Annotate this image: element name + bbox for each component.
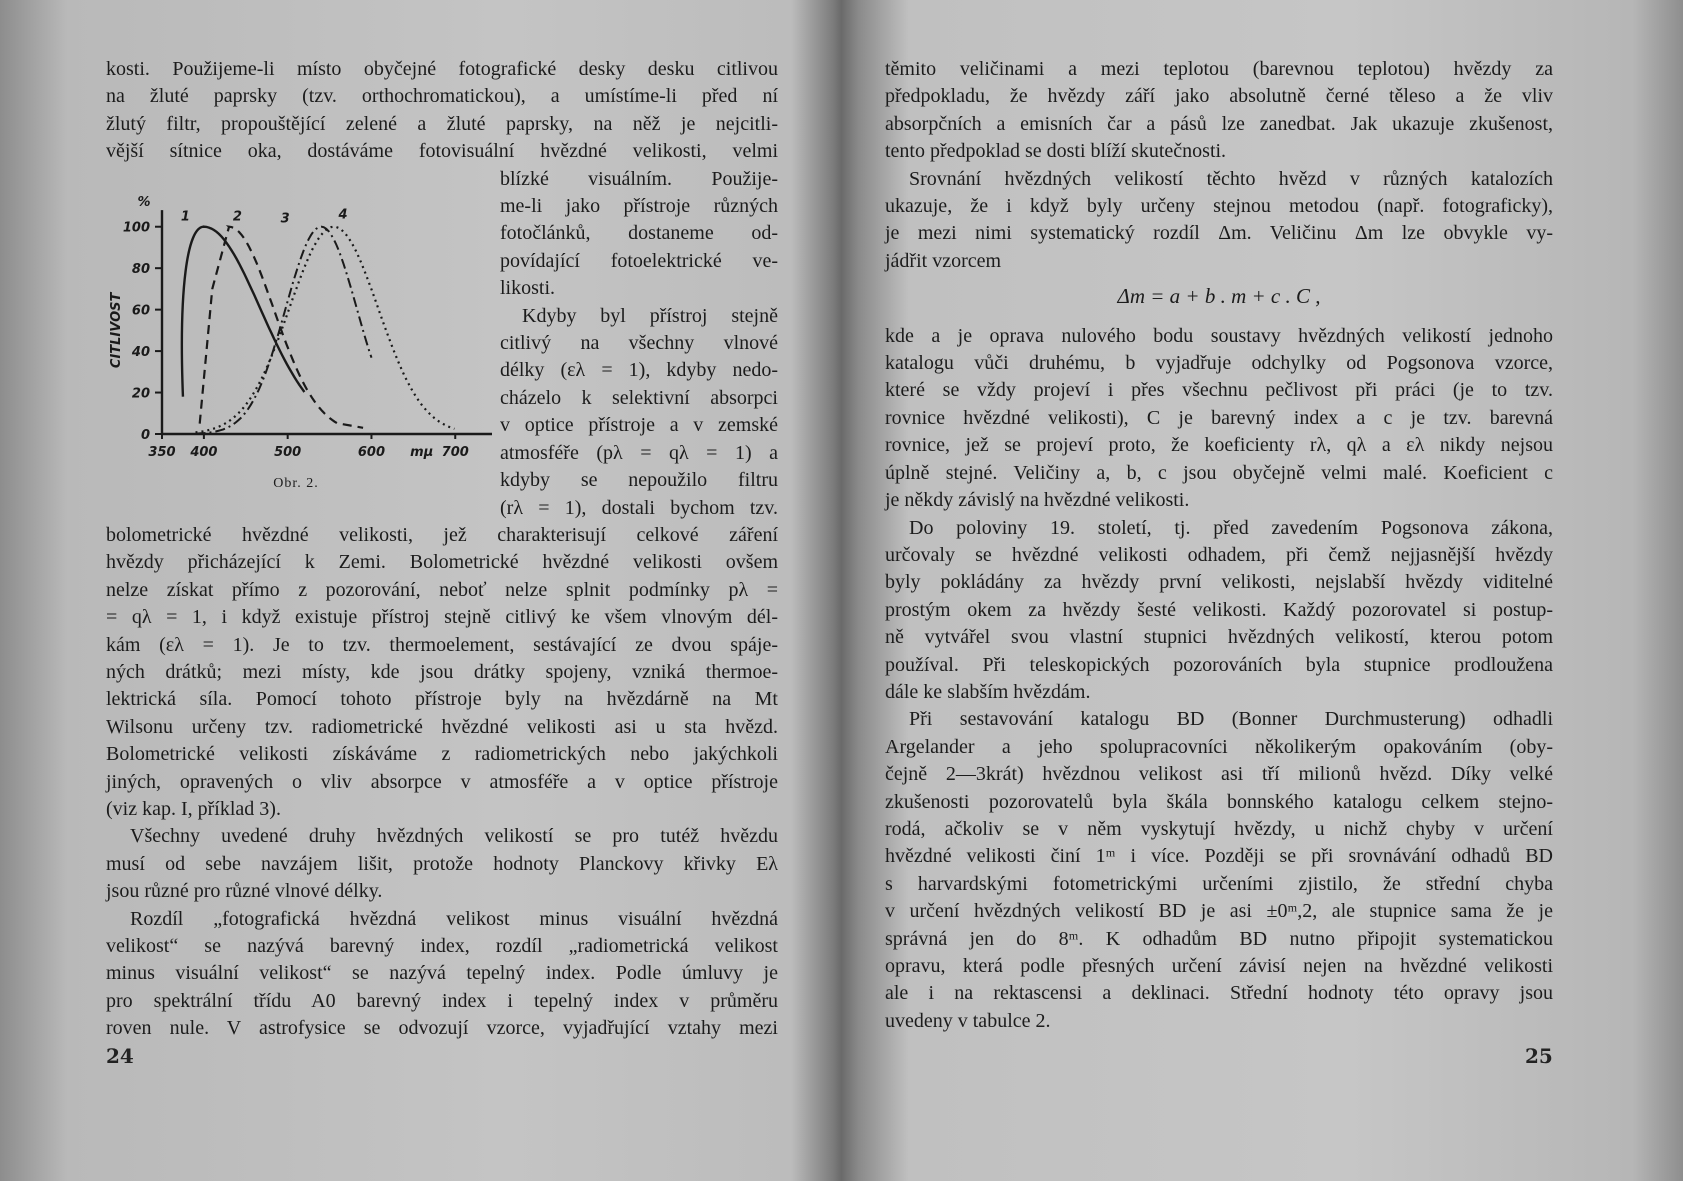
sensitivity-chart (100, 166, 492, 466)
left-top-text (106, 56, 778, 166)
chart-curves (182, 226, 455, 433)
text-line: velikost“ se nazývá barevný index, rozdíl „radiometrická velikost (106, 935, 778, 957)
text-line: žlutý filtr, propouštějící zelené a žluté paprsky, na něž je nejcitli- (106, 112, 778, 135)
y-unit-label: % (137, 194, 151, 210)
text-line: s harvardskými fotometrickými určeními zjistilo, že střední chyba (885, 872, 1553, 895)
text-line: musí od sebe navzájem lišit, protože hodnoty Planckovy křivky Eλ (106, 852, 778, 875)
text-line: tento předpoklad se dosti blíží skutečnosti. (885, 140, 1227, 163)
y-tick-label: 80 (131, 261, 150, 277)
text-line: hvězdné velikosti činí 1ᵐ i více. Později se při srovnávání odhadů BD (885, 845, 1553, 868)
page-number-left: 24 (106, 1044, 134, 1068)
text-line: pro spektrální třídu A0 barevný index i tepelný index v průměru (106, 989, 778, 1012)
curve-1-solid (182, 226, 305, 396)
curve-2-dashed (200, 226, 363, 427)
y-tick-label: 100 (122, 220, 150, 236)
curve-label: 3 (280, 211, 290, 227)
text-line: lektrická síla. Pomocí tohoto přístroje byly na hvězdárně na Mt (106, 688, 778, 711)
left-page (106, 56, 778, 1043)
text-line: Wilsonu určeny tzv. radiometrické hvězdné velikosti asi u sta hvězd. (106, 715, 778, 738)
text-line: správná jen do 8ᵐ. K odhadům BD nutno připojit systematickou (885, 927, 1553, 950)
text-line: určovaly se hvězdné velikosti odhadem, při čemž nejjasnější hvězdy (885, 543, 1553, 566)
text-line: Bolometrické velikosti získáváme z radiometrických nebo jakýchkoli (106, 743, 778, 766)
text-line: kám (ελ = 1). Je to tzv. thermoelement, sestávající ze dvou spáje- (106, 633, 778, 656)
right-paragraph-5 (885, 706, 1553, 1035)
y-axis-label: CITLIVOST (109, 292, 124, 368)
curve-label: 2 (232, 209, 242, 225)
text-line: cházelo k selektivní absorpci (500, 386, 778, 409)
text-line: jiných, opravených o vliv absorpce v atmosféře a v optice přístroje (106, 770, 778, 793)
text-line: ale i na rektascensi a deklinaci. Střední hodnoty této opravy jsou (885, 982, 1553, 1005)
text-line: katalogu vůči druhému, b vyjadřuje odchylky od Pogsonova vzorce, (885, 352, 1553, 375)
left-bottom-paragraph-2 (106, 823, 778, 905)
formula: Δm = a + b . m + c . C , (1117, 284, 1321, 309)
text-line: citlivý na všechny vlnové (500, 332, 778, 355)
text-line: = qλ = 1, i když existuje přístroj stejně citlivý ke všem vlnovým dél- (106, 606, 778, 629)
text-line: je mezi nimi systematický rozdíl Δm. Veličinu Δm lze obvykle vy- (885, 222, 1553, 245)
text-line: v určení hvězdných velikostí BD je asi ±0ᵐ,2, ale stupnice sama že je (885, 900, 1553, 923)
text-line: předpokladu, že hvězdy září jako absolutně černé těleso a že vliv (885, 85, 1553, 108)
text-line: zkušenosti pozorovatelů byla škála bonnského katalogu celkem stejno- (885, 790, 1553, 813)
text-line: (viz kap. I, příklad 3). (106, 797, 281, 820)
text-line: byly pokládány za hvězdy první velikosti, nejslabší hvězdy viditelné (885, 571, 1553, 594)
x-tick-label: 400 (190, 444, 218, 460)
text-line: kde a je oprava nulového bodu soustavy hvězdných velikostí jednoho (885, 324, 1553, 347)
right-paragraph-1 (885, 56, 1553, 166)
right-page (885, 56, 1553, 1035)
text-line: Srovnání hvězdných velikostí těchto hvězd v různých katalozích (909, 167, 1553, 190)
curve-label: 1 (180, 209, 190, 225)
text-line: ukazuje, že i když byly určeny stejnou metodou (např. fotograficky), (885, 195, 1553, 218)
text-line: nelze získat přímo z pozorování, neboť nelze splnit podmínky pλ = (106, 578, 778, 601)
text-line: dále ke slabším hvězdám. (885, 680, 1091, 703)
text-line: je někdy závislý na hvězdné velikosti. (885, 489, 1190, 512)
curve-3-dashdot (196, 226, 372, 433)
page-number-right: 25 (1525, 1044, 1553, 1068)
text-line: kosti. Použijeme-li místo obyčejné fotografické desky desku citlivou (106, 58, 778, 80)
y-tick-label: 0 (140, 427, 150, 443)
text-line: vější sítnice oka, dostáváme fotovisuální hvězdné velikosti, velmi (106, 140, 778, 163)
text-line: jádřit vzorcem (885, 249, 1002, 272)
text-line: čejně 2—3krát) hvězdnou velikost asi tří milionů hvězd. Díky velké (885, 763, 1553, 786)
x-tick-label: 600 (357, 444, 386, 460)
text-line: těmito veličinami a mezi teplotou (barevnou teplotou) hvězdy za (885, 58, 1553, 80)
text-line: Kdyby byl přístroj stejně (522, 304, 778, 327)
text-line: atmosféře (pλ = qλ = 1) a (500, 441, 778, 464)
text-line: kdyby se nepoužilo filtru (500, 469, 778, 492)
text-line: Při sestavování katalogu BD (Bonner Durchmusterung) odhadli (909, 708, 1553, 731)
text-line: úplně stejné. Veličiny a, b, c jsou obyčejně velmi malé. Koeficient c (885, 461, 1553, 484)
text-line: bolometrické hvězdné velikosti, jež charakterisují celkové záření (106, 523, 778, 546)
y-tick-label: 40 (131, 344, 150, 360)
figure-2 (100, 166, 492, 506)
text-line: Všechny uvedené druhy hvězdných velikostí se pro tutéž hvězdu (130, 825, 778, 848)
x-unit-label: mμ (410, 444, 434, 460)
text-line: rovnice, jež se projeví proto, že koeficienty rλ, qλ a ελ nikdy nejsou (885, 434, 1553, 457)
text-line: jsou různé pro různé vlnové délky. (106, 880, 383, 903)
text-line: minus visuální velikost“ se nazývá tepelný index. Podle úmluvy je (106, 962, 778, 985)
left-bottom-paragraph-1 (106, 522, 778, 823)
text-line: Do poloviny 19. století, tj. před zavedením Pogsonova zákona, (909, 516, 1553, 539)
right-paragraph-4 (885, 515, 1553, 707)
text-line: opravu, která podle přesných určení závisí nejen na hvězdné velikosti (885, 955, 1553, 977)
text-line: Rozdíl „fotografická hvězdná velikost minus visuální hvězdná (130, 907, 778, 930)
text-line: které se vždy projeví i přes všechnu pečlivost při práci (je to tzv. (885, 379, 1553, 402)
text-line: likosti. (500, 277, 556, 300)
x-tick-label: 700 (441, 444, 469, 460)
right-paragraph-2 (885, 166, 1553, 276)
text-line: Argelander a jeho spolupracovníci několikerým opakováním (oby- (885, 735, 1553, 758)
text-line: v optice přístroje a v zemské (500, 414, 778, 437)
x-tick-label: 500 (274, 444, 302, 460)
text-line: hvězdy přicházející k Zemi. Bolometrické hvězdné velikosti ovšem (106, 551, 778, 574)
text-line: rodá, ačkoliv se v něm vyskytují hvězdy, u nichž chyby v určení (885, 817, 1553, 840)
text-line: roven nule. V astrofysice se odvozují vzorce, vyjadřující vztahy mezi (106, 1017, 778, 1040)
y-tick-label: 60 (131, 303, 150, 319)
x-tick-label: 350 (148, 444, 176, 460)
chart-axes (155, 210, 492, 439)
text-line: délky (ελ = 1), kdyby nedo- (500, 359, 778, 382)
text-line: ně vytvářel svou vlastní stupnici hvězdných velikostí, kterou potom (885, 626, 1553, 649)
text-line: blízké visuálním. Použije- (500, 167, 778, 190)
text-line: na žluté paprsky (tzv. orthochromatickou), a umístíme-li před ní (106, 85, 778, 108)
text-line: ných drátků; mezi místy, kde jsou drátky spojeny, vzniká thermoe- (106, 660, 778, 683)
text-line: me-li jako přístroje různých (500, 195, 778, 218)
text-line: (rλ = 1), dostali bychom tzv. (500, 496, 778, 519)
figure-caption: Obr. 2. (273, 475, 319, 491)
y-tick-label: 20 (131, 386, 150, 402)
text-line: prostým okem za hvězdy šesté velikosti. Každý pozorovatel si postup- (885, 598, 1553, 621)
curve-4-dotted (196, 226, 455, 432)
text-line: povídající fotoelektrické ve- (500, 249, 778, 272)
right-paragraph-3 (885, 323, 1553, 515)
text-line: rovnice hvězdné velikosti), C je barevný index a c je tzv. barevná (885, 406, 1553, 429)
text-line: absorpčních a emisních čar a pásů lze zanedbat. Jak ukazuje zkušenost, (885, 112, 1553, 135)
curve-label: 4 (338, 207, 348, 223)
text-line: fotočlánků, dostaneme od- (500, 222, 778, 245)
text-line: používal. Při teleskopických pozorováních byla stupnice prodloužena (885, 653, 1553, 676)
left-bottom-paragraph-3 (106, 906, 778, 1043)
text-line: uvedeny v tabulce 2. (885, 1009, 1051, 1032)
